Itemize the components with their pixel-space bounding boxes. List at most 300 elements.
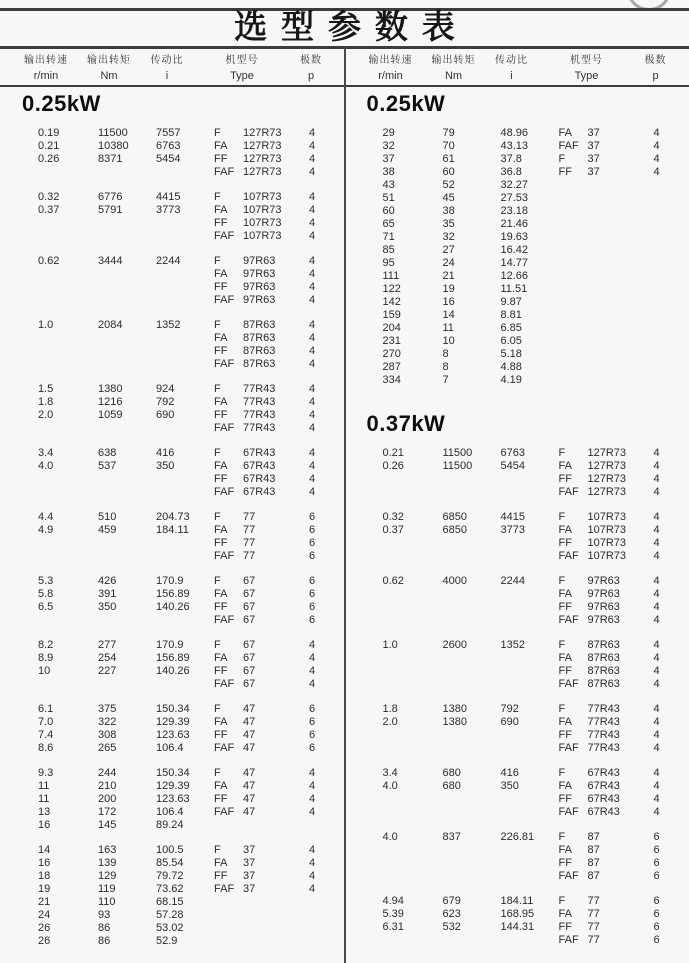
torque-cell: 510 bbox=[98, 511, 117, 523]
ratio-cell: 9.87 bbox=[500, 296, 522, 308]
poles-cell: 6 bbox=[653, 921, 660, 933]
torque-cell: 10380 bbox=[98, 140, 129, 152]
type-model: 47 bbox=[243, 793, 256, 805]
type-cell bbox=[214, 345, 309, 358]
ratio-cell bbox=[501, 588, 559, 601]
type-cell bbox=[214, 639, 309, 652]
type-prefix: FAF bbox=[214, 294, 235, 306]
type-cell bbox=[214, 524, 309, 537]
poles-cell bbox=[309, 935, 329, 948]
speed-cell bbox=[38, 230, 98, 243]
speed-cell: 0.26 bbox=[38, 153, 60, 165]
speed-cell: 111 bbox=[382, 270, 400, 282]
poles-cell: 4 bbox=[309, 883, 316, 895]
type-prefix: FA bbox=[214, 332, 228, 344]
torque-cell: 6776 bbox=[98, 191, 123, 203]
table-row bbox=[345, 844, 689, 857]
torque-cell bbox=[443, 473, 501, 486]
table-row bbox=[345, 575, 689, 588]
table-row bbox=[345, 614, 689, 627]
table-row bbox=[345, 460, 689, 473]
poles-cell: 6 bbox=[309, 524, 316, 536]
type-cell bbox=[559, 166, 654, 179]
speed-cell bbox=[383, 601, 443, 614]
torque-cell: 623 bbox=[442, 908, 461, 920]
type-cell bbox=[559, 179, 654, 192]
poles-cell: 4 bbox=[653, 716, 660, 728]
type-model: 67 bbox=[243, 652, 256, 664]
poles-cell bbox=[654, 231, 674, 244]
speed-cell: 8.9 bbox=[38, 652, 54, 664]
header-label-zh: 传动比 bbox=[150, 55, 184, 66]
torque-cell: 38 bbox=[442, 205, 455, 217]
ratio-cell: 5454 bbox=[500, 460, 525, 472]
type-model: 107R73 bbox=[243, 230, 282, 242]
poles-cell: 4 bbox=[309, 460, 316, 472]
type-prefix: FF bbox=[558, 729, 572, 741]
torque-cell: 35 bbox=[442, 218, 455, 230]
ratio-cell bbox=[501, 473, 559, 486]
type-prefix: FA bbox=[214, 652, 228, 664]
table-row bbox=[0, 511, 345, 524]
table-row bbox=[0, 127, 345, 140]
poles-cell: 4 bbox=[653, 460, 660, 472]
torque-cell: 8 bbox=[442, 348, 449, 360]
type-cell bbox=[559, 934, 654, 947]
type-model: 37 bbox=[243, 844, 256, 856]
type-cell bbox=[214, 844, 309, 857]
poles-cell: 6 bbox=[309, 550, 316, 562]
ratio-cell: 6.85 bbox=[500, 322, 522, 334]
torque-cell: 11500 bbox=[98, 127, 128, 139]
ratio-cell: 43.13 bbox=[500, 140, 529, 152]
table-row bbox=[345, 588, 689, 601]
type-prefix: FAF bbox=[214, 550, 235, 562]
speed-cell: 2.0 bbox=[38, 409, 54, 421]
speed-cell: 7.4 bbox=[38, 729, 54, 741]
section-heading: 0.25kW bbox=[22, 91, 101, 116]
header-label-zh: 输出转矩 bbox=[87, 55, 131, 66]
table-row bbox=[345, 908, 689, 921]
table-row bbox=[345, 309, 689, 322]
table-row bbox=[345, 218, 689, 231]
poles-cell: 4 bbox=[653, 806, 660, 818]
speed-cell bbox=[383, 729, 443, 742]
type-model: 67R43 bbox=[587, 806, 620, 818]
table-row bbox=[0, 486, 345, 499]
ratio-cell: 156.89 bbox=[156, 588, 190, 600]
type-prefix: FF bbox=[214, 217, 228, 229]
ratio-cell bbox=[156, 422, 214, 435]
type-cell bbox=[214, 652, 309, 665]
type-cell bbox=[214, 217, 309, 230]
ratio-cell: 150.34 bbox=[156, 767, 190, 779]
speed-cell bbox=[383, 934, 443, 947]
poles-cell: 4 bbox=[309, 422, 316, 434]
speed-cell: 0.37 bbox=[382, 524, 404, 536]
speed-cell: 51 bbox=[382, 192, 395, 204]
type-cell bbox=[214, 780, 309, 793]
speed-cell: 4.0 bbox=[38, 460, 54, 472]
type-model: 107R73 bbox=[587, 511, 627, 523]
table-row bbox=[345, 257, 689, 270]
type-prefix: F bbox=[214, 639, 221, 651]
speed-cell: 0.26 bbox=[382, 460, 404, 472]
torque-cell bbox=[98, 281, 156, 294]
type-cell bbox=[559, 678, 654, 691]
row-group bbox=[345, 575, 689, 627]
type-prefix: FA bbox=[214, 396, 228, 408]
torque-cell: 2084 bbox=[98, 319, 123, 331]
header-label-unit: r/min bbox=[378, 70, 403, 82]
table-row bbox=[0, 153, 345, 166]
type-prefix: FA bbox=[214, 460, 228, 472]
poles-cell: 6 bbox=[653, 870, 660, 882]
type-cell bbox=[559, 575, 654, 588]
speed-cell: 8.6 bbox=[38, 742, 54, 754]
poles-cell bbox=[654, 218, 674, 231]
ratio-cell: 79.72 bbox=[156, 870, 184, 882]
torque-cell: 227 bbox=[98, 665, 117, 677]
speed-cell bbox=[383, 537, 443, 550]
poles-cell bbox=[654, 296, 674, 309]
type-prefix: FF bbox=[558, 793, 572, 805]
poles-cell bbox=[654, 361, 674, 374]
speed-cell bbox=[38, 332, 98, 345]
type-prefix: F bbox=[214, 767, 221, 779]
ratio-cell: 144.31 bbox=[500, 921, 535, 933]
poles-cell: 4 bbox=[309, 281, 316, 293]
table-row bbox=[0, 396, 345, 409]
poles-cell bbox=[654, 192, 674, 205]
torque-cell: 172 bbox=[98, 806, 117, 818]
ratio-cell: 73.62 bbox=[156, 883, 184, 895]
torque-cell: 1380 bbox=[442, 716, 467, 728]
type-model: 77 bbox=[243, 537, 256, 549]
torque-cell: 1380 bbox=[98, 383, 123, 395]
poles-cell: 6 bbox=[653, 844, 660, 856]
type-cell bbox=[214, 601, 309, 614]
ratio-cell: 89.24 bbox=[156, 819, 184, 831]
type-model: 87R63 bbox=[243, 345, 276, 357]
type-prefix: FA bbox=[214, 268, 228, 280]
poles-cell: 4 bbox=[309, 665, 316, 677]
type-model: 127R73 bbox=[587, 460, 627, 472]
speed-cell: 0.21 bbox=[382, 447, 404, 459]
speed-cell: 4.9 bbox=[38, 524, 54, 536]
type-prefix: FAF bbox=[558, 742, 579, 754]
type-cell bbox=[214, 447, 309, 460]
type-model: 77R43 bbox=[587, 716, 620, 728]
torque-cell bbox=[98, 217, 156, 230]
torque-cell bbox=[443, 614, 501, 627]
table-row bbox=[345, 601, 689, 614]
torque-cell: 52 bbox=[442, 179, 455, 191]
ratio-cell: 226.81 bbox=[500, 831, 535, 843]
type-cell bbox=[214, 153, 309, 166]
type-model: 77 bbox=[587, 921, 600, 933]
type-cell bbox=[559, 857, 654, 870]
speed-cell: 85 bbox=[382, 244, 395, 256]
type-model: 37 bbox=[587, 140, 600, 152]
speed-cell bbox=[383, 844, 443, 857]
torque-cell: 45 bbox=[442, 192, 455, 204]
speed-cell: 231 bbox=[382, 335, 401, 347]
type-cell bbox=[559, 524, 654, 537]
type-prefix: FF bbox=[558, 473, 572, 485]
ratio-cell: 5454 bbox=[156, 153, 181, 165]
type-prefix: FAF bbox=[214, 166, 235, 178]
type-prefix: FF bbox=[214, 870, 228, 882]
table-header-left bbox=[0, 51, 345, 82]
row-group bbox=[0, 127, 345, 179]
speed-cell: 4.94 bbox=[382, 895, 404, 907]
type-model: 77 bbox=[243, 550, 256, 562]
table-row bbox=[345, 374, 689, 387]
type-cell bbox=[559, 473, 654, 486]
poles-cell: 4 bbox=[653, 665, 660, 677]
torque-cell: 4000 bbox=[442, 575, 467, 587]
speed-cell: 8.2 bbox=[38, 639, 54, 651]
speed-cell: 7.0 bbox=[38, 716, 54, 728]
ratio-cell: 1352 bbox=[500, 639, 525, 651]
table-row bbox=[0, 204, 345, 217]
type-cell bbox=[559, 192, 654, 205]
poles-cell: 4 bbox=[309, 447, 316, 459]
table-row bbox=[0, 652, 345, 665]
type-prefix: F bbox=[214, 127, 221, 139]
table-row bbox=[345, 179, 689, 192]
poles-cell: 6 bbox=[309, 575, 316, 587]
table-row bbox=[0, 806, 345, 819]
ratio-cell: 100.5 bbox=[156, 844, 184, 856]
poles-cell bbox=[309, 896, 329, 909]
speed-cell: 0.32 bbox=[38, 191, 60, 203]
type-prefix: FA bbox=[558, 908, 572, 920]
torque-cell bbox=[443, 550, 501, 563]
torque-cell bbox=[443, 486, 501, 499]
ratio-cell bbox=[501, 614, 559, 627]
type-cell bbox=[214, 857, 309, 870]
row-group bbox=[345, 127, 689, 387]
speed-cell bbox=[38, 486, 98, 499]
torque-cell bbox=[443, 870, 501, 883]
table-row bbox=[0, 230, 345, 243]
table-row bbox=[345, 473, 689, 486]
type-cell bbox=[559, 205, 654, 218]
ratio-cell bbox=[156, 268, 214, 281]
table-row bbox=[0, 460, 345, 473]
ratio-cell: 8.81 bbox=[500, 309, 522, 321]
type-prefix: F bbox=[214, 575, 221, 587]
type-prefix: FAF bbox=[214, 422, 235, 434]
table-row bbox=[0, 409, 345, 422]
ratio-cell: 184.11 bbox=[500, 895, 534, 907]
speed-cell: 0.62 bbox=[38, 255, 60, 267]
poles-cell: 6 bbox=[309, 703, 316, 715]
ratio-cell bbox=[501, 806, 559, 819]
ratio-cell: 19.63 bbox=[500, 231, 529, 243]
torque-cell: 308 bbox=[98, 729, 117, 741]
ratio-cell: 129.39 bbox=[156, 780, 190, 792]
type-model: 107R73 bbox=[243, 191, 282, 203]
speed-cell: 60 bbox=[382, 205, 395, 217]
ratio-cell: 924 bbox=[156, 383, 175, 395]
table-row bbox=[345, 231, 689, 244]
type-cell bbox=[214, 409, 309, 422]
table-row bbox=[345, 153, 689, 166]
type-model: 87R63 bbox=[243, 332, 276, 344]
speed-cell: 1.8 bbox=[38, 396, 54, 408]
ratio-cell bbox=[501, 857, 559, 870]
speed-cell: 71 bbox=[382, 231, 395, 243]
poles-cell: 4 bbox=[653, 153, 660, 165]
type-model: 37 bbox=[243, 857, 256, 869]
torque-cell bbox=[443, 588, 501, 601]
poles-cell: 4 bbox=[309, 294, 316, 306]
type-cell bbox=[559, 447, 654, 460]
type-cell bbox=[214, 358, 309, 371]
poles-cell bbox=[654, 244, 674, 257]
poles-cell: 4 bbox=[309, 409, 316, 421]
poles-cell: 4 bbox=[653, 793, 660, 805]
poles-cell: 4 bbox=[653, 524, 660, 536]
type-model: 37 bbox=[243, 883, 256, 895]
type-model: 97R63 bbox=[243, 255, 276, 267]
table-row bbox=[345, 703, 689, 716]
row-group bbox=[345, 447, 689, 499]
speed-cell: 95 bbox=[382, 257, 395, 269]
type-model: 47 bbox=[243, 729, 256, 741]
ratio-cell bbox=[156, 358, 214, 371]
table-row bbox=[0, 793, 345, 806]
left-table-column bbox=[0, 87, 345, 963]
table-row bbox=[0, 703, 345, 716]
speed-cell bbox=[38, 294, 98, 307]
speed-cell: 4.0 bbox=[382, 831, 398, 843]
torque-cell: 163 bbox=[98, 844, 117, 856]
ratio-cell: 36.8 bbox=[500, 166, 522, 178]
ratio-cell: 123.63 bbox=[156, 729, 190, 741]
type-model: 87 bbox=[587, 857, 600, 869]
torque-cell: 680 bbox=[442, 767, 461, 779]
type-model: 97R63 bbox=[587, 575, 620, 587]
torque-cell: 139 bbox=[98, 857, 117, 869]
type-prefix: FAF bbox=[214, 742, 235, 754]
torque-cell bbox=[443, 857, 501, 870]
table-row bbox=[345, 550, 689, 563]
header-label-zh: 输出转矩 bbox=[431, 55, 476, 66]
torque-cell bbox=[98, 422, 156, 435]
poles-cell: 4 bbox=[653, 575, 660, 587]
type-model: 87R63 bbox=[243, 319, 276, 331]
type-prefix: F bbox=[558, 447, 566, 459]
torque-cell bbox=[98, 550, 156, 563]
torque-cell: 60 bbox=[442, 166, 455, 178]
type-prefix: FAF bbox=[558, 870, 579, 882]
table-row bbox=[0, 716, 345, 729]
type-model: 47 bbox=[243, 716, 256, 728]
header-label-zh: 传动比 bbox=[495, 55, 528, 66]
poles-cell: 4 bbox=[653, 703, 660, 715]
ratio-cell bbox=[156, 614, 214, 627]
speed-cell bbox=[38, 345, 98, 358]
table-row bbox=[345, 192, 689, 205]
type-model: 67R43 bbox=[243, 486, 276, 498]
torque-cell bbox=[443, 652, 501, 665]
poles-cell: 4 bbox=[309, 345, 316, 357]
speed-cell: 2.0 bbox=[382, 716, 398, 728]
table-row bbox=[0, 447, 345, 460]
speed-cell: 37 bbox=[382, 153, 395, 165]
speed-cell: 9.3 bbox=[38, 767, 54, 779]
type-prefix: FF bbox=[558, 665, 572, 677]
type-prefix: FAF bbox=[214, 614, 235, 626]
type-cell bbox=[214, 870, 309, 883]
type-model: 127R73 bbox=[587, 473, 627, 485]
type-cell bbox=[214, 332, 309, 345]
poles-cell: 6 bbox=[653, 908, 660, 920]
speed-cell bbox=[38, 268, 98, 281]
torque-cell bbox=[443, 537, 501, 550]
table-row bbox=[0, 588, 345, 601]
torque-cell: 6850 bbox=[442, 511, 467, 523]
speed-cell: 5.8 bbox=[38, 588, 54, 600]
poles-cell: 4 bbox=[309, 230, 316, 242]
type-cell bbox=[214, 588, 309, 601]
ratio-cell: 350 bbox=[500, 780, 519, 792]
type-cell bbox=[559, 550, 654, 563]
torque-cell bbox=[443, 678, 501, 691]
type-model: 87 bbox=[587, 870, 600, 882]
header-output-speed bbox=[357, 51, 425, 82]
speed-cell bbox=[383, 550, 443, 563]
type-prefix: F bbox=[558, 639, 566, 651]
speed-cell bbox=[383, 614, 443, 627]
table-row bbox=[345, 895, 689, 908]
torque-cell: 7 bbox=[442, 374, 449, 386]
type-cell bbox=[559, 537, 654, 550]
poles-cell: 4 bbox=[653, 767, 660, 779]
header-label-unit: i bbox=[165, 70, 169, 82]
speed-cell: 0.37 bbox=[38, 204, 60, 216]
speed-cell: 142 bbox=[382, 296, 401, 308]
type-prefix: FF bbox=[558, 921, 572, 933]
poles-cell: 4 bbox=[309, 473, 316, 485]
type-model: 67R43 bbox=[587, 780, 620, 792]
ratio-cell bbox=[501, 550, 559, 563]
header-output-speed bbox=[12, 51, 80, 82]
poles-cell: 4 bbox=[309, 857, 316, 869]
type-cell bbox=[214, 550, 309, 563]
header-label-zh: 机型号 bbox=[225, 55, 259, 66]
speed-cell: 3.4 bbox=[38, 447, 54, 459]
type-model: 107R73 bbox=[587, 524, 627, 536]
type-cell bbox=[214, 742, 309, 755]
torque-cell bbox=[98, 230, 156, 243]
torque-cell bbox=[98, 537, 156, 550]
table-row bbox=[345, 335, 689, 348]
type-model: 77 bbox=[587, 895, 600, 907]
header-ratio bbox=[138, 51, 196, 82]
type-cell bbox=[559, 218, 654, 231]
ratio-cell bbox=[501, 793, 559, 806]
torque-cell: 5791 bbox=[98, 204, 123, 216]
ratio-cell: 11.51 bbox=[500, 283, 528, 295]
type-prefix: FA bbox=[214, 857, 228, 869]
type-prefix: FF bbox=[558, 601, 572, 613]
type-cell bbox=[559, 665, 654, 678]
